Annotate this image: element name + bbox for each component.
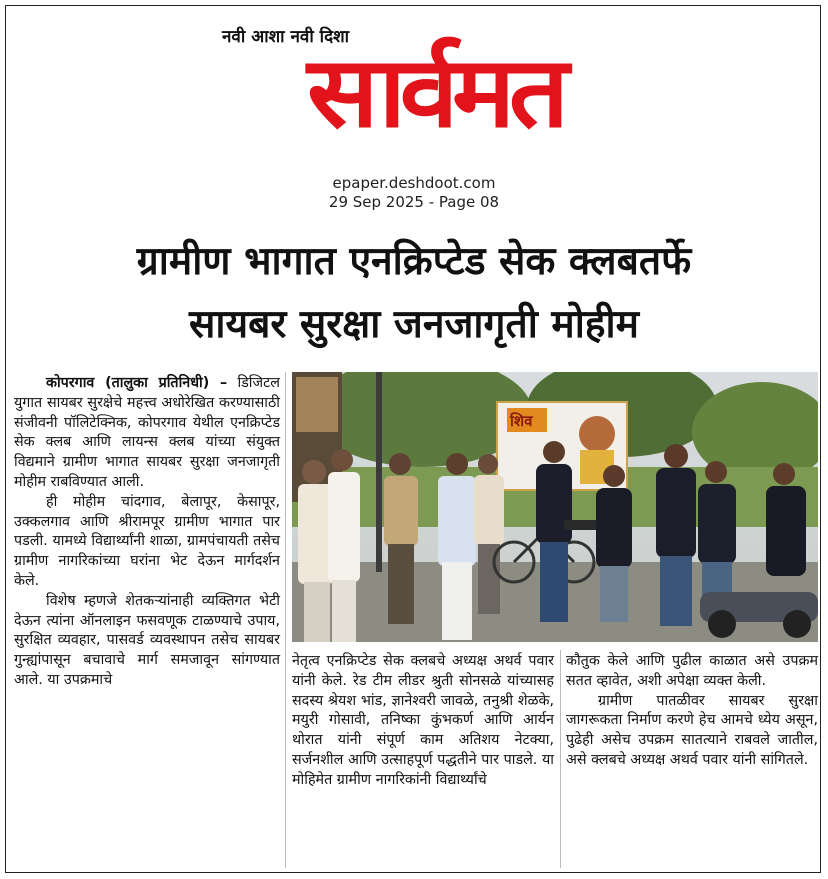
article-paragraph-1 — [14, 374, 280, 493]
article-paragraph-3: विशेष म्हणजे शेतकऱ्यांनाही व्यक्तिगत भेटी देऊन त्यांना ऑनलाइन फसवणूक टाळण्याचे उपाय, सुरक्षित व्यवहार, पासवर्ड व्यवस्थापन तसेच सायबर गुन्ह्यांपासून बचावाचे मार्ग समजावून सांगण्यात आले. या उपक्रमाचे — [14, 592, 280, 688]
person — [536, 441, 572, 622]
date-page: 29 Sep 2025 - Page 08 — [328, 193, 500, 211]
person — [474, 454, 504, 614]
article-paragraph-4: नेतृत्व एनक्रिप्टेड सेक क्लबचे अध्यक्ष अथर्व पवार यांनी केले. रेड टीम लीडर श्रुती सोनसळे यांच्यासह सदस्य श्रेयश भांड, ज्ञानेश्वरी जावळे, तनुश्री शेळके, मयुरी गोसावी, तनिष्का कुंभकर्ण आणि आर्यन थोरात यांनी संपूर्ण काम अतिशय नेटक्या, सर्जनशील आणि उत्साहपूर्ण पद्धतीने पार पाडले. या मोहिमेत ग्रामीण नागरिकांनी विद्यार्थ्यांचे — [292, 653, 554, 788]
article-photo — [292, 372, 818, 642]
person — [384, 453, 418, 624]
epaper-url[interactable]: epaper.deshdoot.com — [332, 174, 496, 192]
masthead-tagline: नवी आशा नवी दिशा — [222, 27, 350, 47]
person — [438, 453, 476, 640]
person — [656, 444, 696, 626]
headline-line-1: ग्रामीण भागात एनक्रिप्टेड सेक क्लबतर्फे — [136, 239, 692, 284]
group-photo-icon — [292, 372, 818, 642]
person — [328, 449, 360, 642]
article-paragraph-6: ग्रामीण पातळीवर सायबर सुरक्षा जागरूकता निर्माण करणे हेच आमचे ध्येय असून, पुढेही असेच उपक्रम सातत्याने राबवले जातील, असे क्लबचे अध्यक्ष अथर्व पवार यांनी सांगितले. — [566, 692, 818, 768]
article-paragraph-1-text: डिजिटल युगात सायबर सुरक्षेचे महत्त्व अधोरेखित करण्यासाठी संजीवनी पॉलिटेक्निक, कोपरगाव येथील एनक्रिप्टेड सेक क्लब आणि लायन्स क्लब यांच्या संयुक्त विद्यमाने ग्रामीण भागात सायबर सुरक्षा जनजागृती मोहीम राबविण्यात आली. — [14, 375, 280, 490]
byline: कोपरगाव (तालुका प्रतिनिधी) – — [46, 375, 228, 391]
masthead-logo: सार्वमत — [307, 36, 563, 150]
article-column-1 — [14, 374, 280, 691]
article-column-3 — [566, 652, 818, 771]
article-paragraph-2: ही मोहीम चांदगाव, बेलापूर, केसापूर, उक्कलगाव आणि श्रीरामपूर ग्रामीण भागात पार पडली. यामध्ये विद्यार्थ्यांनी शाळा, ग्रामपंचायती तसेच ग्रामीण नागरिकांच्या घरांना भेट देऊन मार्गदर्शन केले. — [14, 493, 280, 589]
person — [596, 465, 632, 622]
article-paragraph-5: कौतुक केले आणि पुढील काळात असे उपक्रम सतत व्हावेत, अशी अपेक्षा व्यक्त केली. — [566, 653, 818, 689]
column-divider — [285, 372, 286, 868]
column-divider — [560, 650, 561, 868]
banner-text: शिव — [510, 412, 533, 430]
article-column-2 — [292, 652, 554, 791]
headline-line-2: सायबर सुरक्षा जनजागृती मोहीम — [189, 302, 639, 347]
